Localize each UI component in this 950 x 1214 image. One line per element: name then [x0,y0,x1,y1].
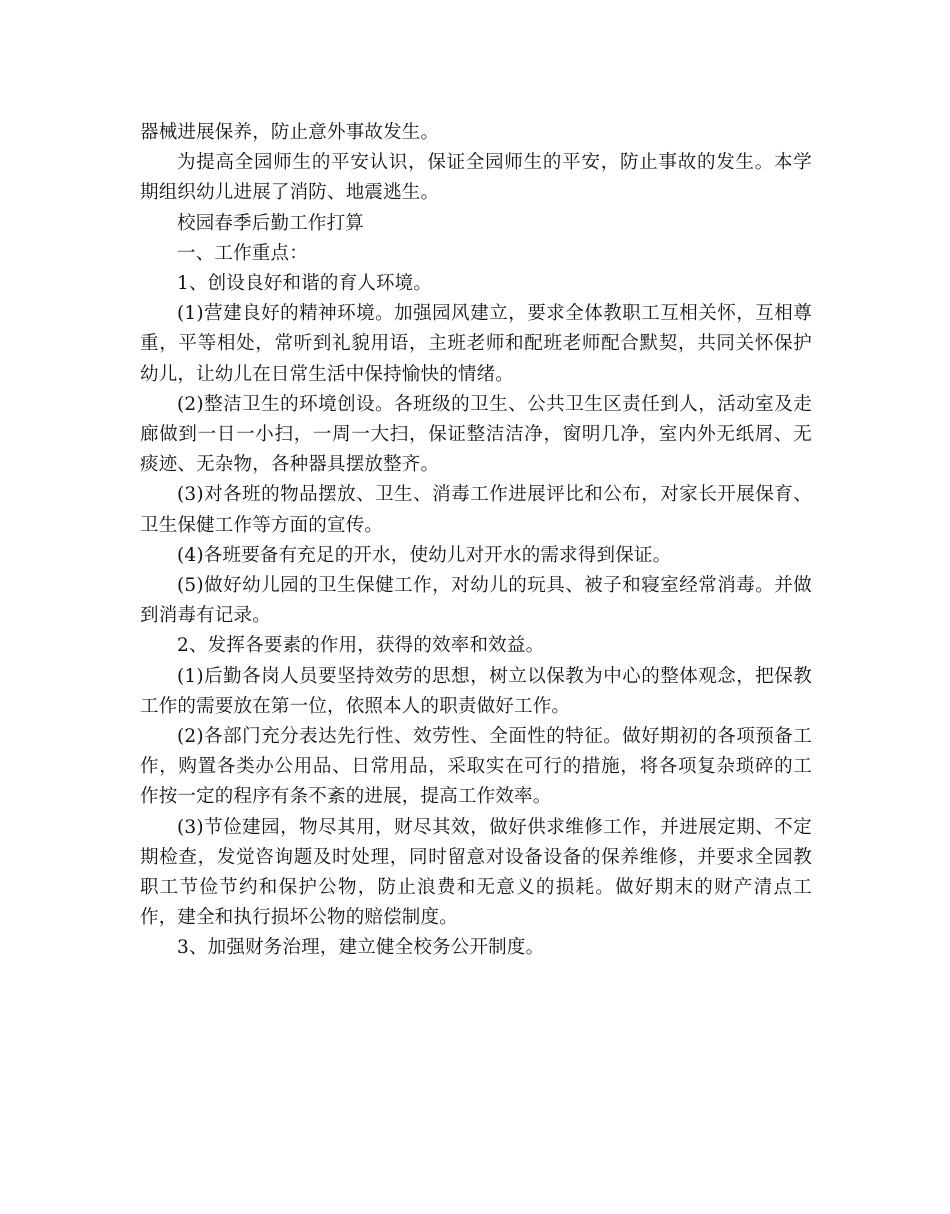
paragraph: 为提高全园师生的平安认识，保证全园师生的平安，防止事故的发生。本学期组织幼儿进展了消防、地震逃生。 [140,152,812,204]
subsection-heading: 1、创设良好和谐的育人环境。 [177,273,433,295]
section-heading: 一、工作重点： [177,242,308,264]
subsection-heading: 3、加强财务治理，建立健全校务公开制度。 [177,937,545,959]
paragraph: (2)各部门充分表达先行性、效劳性、全面性的特征。做好期初的各项预备工作，购置各类办公用品、日常用品，采取实在可行的措施，将各项复杂琐碎的工作按一定的程序有条不紊的进展，提高工作效率。 [140,726,812,808]
document-body [140,118,812,964]
paragraph: (1)营建良好的精神环境。加强园风建立，要求全体教职工互相关怀，互相尊重，平等相处，常听到礼貌用语，主班老师和配班老师配合默契，共同关怀保护幼儿，让幼儿在日常生活中保持愉快的情绪。 [140,303,812,385]
paragraph: 器械进展保养，防止意外事故发生。 [140,122,440,143]
section-title: 校园春季后勤工作打算 [177,212,365,234]
paragraph: (2)整洁卫生的环境创设。各班级的卫生、公共卫生区责任到人，活动室及走廊做到一日一小扫，一周一大扫，保证整洁洁净，窗明几净，室内外无纸屑、无痰迹、无杂物，各种器具摆放整齐。 [140,393,812,476]
paragraph: (5)做好幼儿园的卫生保健工作，对幼儿的玩具、被子和寝室经常消毒。并做到消毒有记录。 [140,575,812,627]
paragraph: (3)对各班的物品摆放、卫生、消毒工作进展评比和公布，对家长开展保育、卫生保健工作等方面的宣传。 [140,484,812,536]
subsection-heading: 2、发挥各要素的作用，获得的效率和效益。 [177,635,545,657]
paragraph: (4)各班要备有充足的开水，使幼儿对开水的需求得到保证。 [177,544,672,566]
paragraph: (1)后勤各岗人员要坚持效劳的思想，树立以保教为中心的整体观念，把保教工作的需要放在第一位，依照本人的职责做好工作。 [140,665,812,717]
paragraph: (3)节俭建园，物尽其用，财尽其效，做好供求维修工作，并进展定期、不定期检查，发觉咨询题及时处理，同时留意对设备设备的保养维修，并要求全园教职工节俭节约和保护公物，防止浪费和无意义的损耗。做好期末的财产清点工作，建全和执行损坏公物的赔偿制度。 [140,816,812,929]
